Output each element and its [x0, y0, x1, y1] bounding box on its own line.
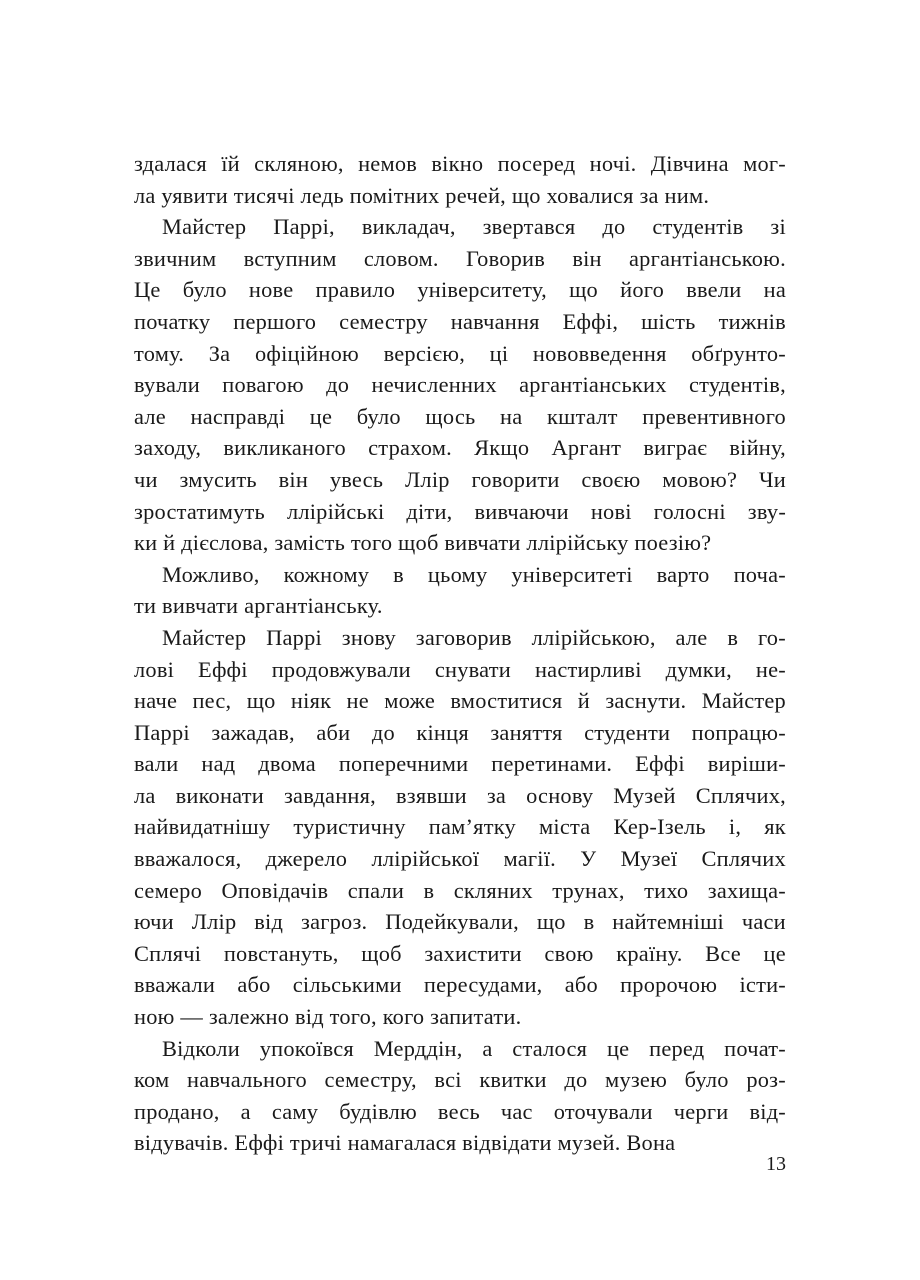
word: пророчою: [620, 972, 718, 998]
word: ллірійської: [371, 846, 480, 872]
word: чи: [134, 466, 158, 492]
word: нові: [590, 498, 632, 524]
word: Можливо,: [162, 561, 260, 587]
word: вували: [134, 372, 200, 398]
word: щоб: [361, 940, 402, 966]
word: Сплячих: [701, 846, 786, 872]
word: він: [572, 245, 602, 271]
word: щось: [425, 403, 476, 429]
word: У: [580, 846, 597, 872]
word: ніяк: [290, 688, 332, 714]
paragraph: [134, 1033, 786, 1159]
text-line: [134, 243, 786, 275]
word: ла: [134, 782, 156, 808]
word: навчального: [186, 1067, 307, 1093]
word: спали: [347, 877, 405, 903]
word: міста: [539, 814, 591, 840]
text-line: [134, 1096, 786, 1128]
word: було: [356, 403, 401, 429]
word: мог-: [743, 151, 786, 176]
text-line: [134, 306, 786, 338]
word: Подейкували,: [385, 909, 519, 935]
word: вивчаючи: [474, 498, 569, 524]
word: це: [763, 940, 786, 966]
word: Дівчина: [650, 151, 729, 176]
word: превентивного: [642, 403, 786, 429]
word: снувати: [434, 656, 511, 682]
word: початку: [134, 308, 211, 334]
text-line: відувачів. Еффі тричі намагалася відвідати музей. Вона: [134, 1130, 676, 1156]
text-line: ти вивчати аргантіанську.: [134, 593, 383, 619]
word: аргантіанських: [519, 372, 667, 398]
word: Еффі,: [562, 308, 619, 334]
word: увесь: [329, 466, 384, 492]
word: Оповідачів: [221, 877, 329, 903]
word: що: [569, 277, 598, 303]
word: Ллір: [405, 466, 450, 492]
word: в: [727, 624, 739, 650]
word: захища-: [707, 877, 786, 903]
word: кожному: [283, 561, 370, 587]
word: істи-: [739, 972, 786, 998]
word: але: [675, 624, 708, 650]
word: семеро: [134, 877, 202, 903]
word: продано,: [134, 1098, 220, 1124]
word: було: [182, 277, 227, 303]
word: тому.: [134, 340, 185, 366]
word: Еффі: [198, 656, 248, 682]
text-line: [134, 780, 786, 812]
word: Якщо: [474, 435, 530, 461]
word: його: [620, 277, 665, 303]
word: до: [564, 1067, 588, 1093]
word: викликаного: [223, 435, 346, 461]
word: університету,: [417, 277, 547, 303]
word: мовою?: [662, 466, 738, 492]
word: в: [583, 909, 595, 935]
text-line: [134, 274, 786, 306]
word: студентів,: [688, 372, 786, 398]
word: на: [763, 277, 786, 303]
word: студентів: [652, 214, 744, 240]
word: Музей: [613, 782, 676, 808]
word: університеті: [511, 561, 633, 587]
word: скляних: [453, 877, 533, 903]
word: вікно: [431, 151, 484, 176]
word: зву-: [747, 498, 786, 524]
word: а: [240, 1098, 251, 1124]
word: звертався: [482, 214, 576, 240]
word: він: [278, 466, 309, 492]
word: офіційною: [254, 340, 359, 366]
word: черги: [673, 1098, 729, 1124]
text-line: [134, 1064, 786, 1096]
word: або: [237, 972, 271, 998]
word: Паррі: [134, 719, 190, 745]
word: тижнів: [718, 308, 786, 334]
word: Все: [705, 940, 741, 966]
word: на: [500, 403, 523, 429]
word: найтемніші: [612, 909, 724, 935]
word: цьому: [427, 561, 488, 587]
word: кшталт: [547, 403, 618, 429]
word: Паррі: [266, 624, 322, 650]
word: вважали: [134, 972, 216, 998]
text-line: [134, 654, 786, 686]
word: ючи: [134, 909, 174, 935]
word: упокоївся: [259, 1035, 354, 1061]
text-line: ки й дієслова, замість того щоб вивчати ллірійську поезію?: [134, 530, 712, 556]
word: говорити: [471, 466, 560, 492]
text-line: [134, 148, 786, 180]
word: семестру: [339, 308, 428, 334]
word: туристичну: [293, 814, 406, 840]
text-line: ла уявити тисячі ледь помітних речей, що ховалися за ним.: [134, 182, 710, 208]
word: Майстер: [162, 214, 247, 240]
word: викладач,: [361, 214, 456, 240]
word: ці: [489, 340, 509, 366]
word: заговорив: [415, 624, 512, 650]
word: пес,: [192, 688, 232, 714]
word: до: [602, 214, 626, 240]
word: виграє: [643, 435, 708, 461]
word: настирливі: [534, 656, 642, 682]
word: і,: [728, 814, 742, 840]
word: від: [254, 909, 284, 935]
word: основу: [526, 782, 594, 808]
word: Музеї: [620, 846, 678, 872]
word: За: [208, 340, 231, 366]
word: Відколи: [162, 1035, 240, 1061]
word: заходу,: [134, 435, 202, 461]
text-line: [134, 622, 786, 654]
word: від-: [749, 1098, 786, 1124]
word: перетинами.: [491, 751, 613, 777]
word: не: [346, 688, 369, 714]
word: оточували: [553, 1098, 653, 1124]
word: ллірійською,: [531, 624, 656, 650]
word: може: [384, 688, 436, 714]
word: версією,: [383, 340, 466, 366]
word: змусить: [179, 466, 257, 492]
word: Сплячі: [134, 940, 202, 966]
word: варто: [656, 561, 710, 587]
text-line: [134, 717, 786, 749]
word: аби: [316, 719, 351, 745]
word: не-: [755, 656, 786, 682]
word: всі: [434, 1067, 462, 1093]
word: до: [326, 372, 350, 398]
word: було: [684, 1067, 729, 1093]
word: повстануть,: [223, 940, 339, 966]
word: обґрунто-: [691, 340, 786, 366]
text-line: [134, 338, 786, 370]
paragraph: [134, 148, 786, 211]
text-line: [134, 211, 786, 243]
word: що: [536, 909, 566, 935]
word: вважалося,: [134, 846, 242, 872]
word: трунах,: [552, 877, 625, 903]
word: свою: [544, 940, 594, 966]
word: перед: [649, 1035, 705, 1061]
word: роз-: [746, 1067, 786, 1093]
word: насправді: [190, 403, 286, 429]
word: Мерддін,: [373, 1035, 463, 1061]
word: весь: [437, 1098, 480, 1124]
word: це: [606, 1035, 630, 1061]
word: голосні: [653, 498, 726, 524]
word: взявши: [395, 782, 467, 808]
word: звичним: [134, 245, 217, 271]
word: шість: [641, 308, 696, 334]
word: зі: [770, 214, 786, 240]
paragraph: [134, 622, 786, 1033]
word: Аргант: [551, 435, 622, 461]
text-line: [134, 906, 786, 938]
word: заняття: [490, 719, 563, 745]
text-line: [134, 369, 786, 401]
page-text-block: [134, 148, 786, 1159]
paragraph: [134, 559, 786, 622]
word: поперечними: [338, 751, 469, 777]
word: словом.: [363, 245, 439, 271]
word: Це: [134, 277, 161, 303]
word: ком: [134, 1067, 170, 1093]
word: Паррі,: [273, 214, 335, 240]
word: й: [577, 688, 590, 714]
word: над: [201, 751, 236, 777]
word: думки,: [665, 656, 732, 682]
word: Майстер: [701, 688, 786, 714]
word: зростатимуть: [134, 498, 265, 524]
word: будівлю: [339, 1098, 417, 1124]
word: посеред: [497, 151, 576, 176]
text-line: [134, 685, 786, 717]
word: скляною,: [254, 151, 344, 176]
word: Говорив: [465, 245, 546, 271]
word: аргантіанською.: [629, 245, 786, 271]
word: нечисленних: [371, 372, 497, 398]
word: правило: [315, 277, 396, 303]
word: кінця: [416, 719, 469, 745]
paragraph: [134, 211, 786, 559]
text-line: [134, 401, 786, 433]
word: джерело: [265, 846, 348, 872]
word: заснути.: [605, 688, 687, 714]
word: вступним: [243, 245, 337, 271]
word: навчання: [450, 308, 540, 334]
word: за: [486, 782, 507, 808]
word: вмоститися: [450, 688, 563, 714]
word: країну.: [616, 940, 683, 966]
word: знову: [341, 624, 396, 650]
text-line: [134, 496, 786, 528]
word: пересудами,: [423, 972, 543, 998]
word: ллірійські: [286, 498, 385, 524]
text-line: [134, 843, 786, 875]
word: студенти: [584, 719, 671, 745]
word: війну,: [729, 435, 786, 461]
word: зажадав,: [211, 719, 295, 745]
word: немов: [358, 151, 418, 176]
word: саму: [271, 1098, 319, 1124]
word: Майстер: [162, 624, 247, 650]
word: продовжували: [271, 656, 411, 682]
word: як: [764, 814, 786, 840]
word: двома: [258, 751, 316, 777]
word: це: [309, 403, 333, 429]
word: в: [423, 877, 435, 903]
word: пам’ятку: [428, 814, 516, 840]
word: що: [246, 688, 276, 714]
word: лові: [134, 656, 175, 682]
text-line: [134, 748, 786, 780]
word: ночі.: [589, 151, 637, 176]
word: сільськими: [292, 972, 402, 998]
word: Кер-Ізель: [613, 814, 706, 840]
word: семестру,: [324, 1067, 417, 1093]
word: вали: [134, 751, 179, 777]
word: нововведення: [532, 340, 667, 366]
word: ввели: [686, 277, 742, 303]
word: го-: [757, 624, 786, 650]
word: найвидатнішу: [134, 814, 271, 840]
word: до: [371, 719, 395, 745]
word: сталося: [512, 1035, 588, 1061]
word: в: [393, 561, 404, 587]
word: страхом.: [368, 435, 452, 461]
text-line: [134, 559, 786, 591]
word: а: [482, 1035, 493, 1061]
text-line: ною — залежно від того, кого запитати.: [134, 1004, 522, 1030]
text-line: [134, 432, 786, 464]
word: музею: [605, 1067, 668, 1093]
word: магії.: [503, 846, 557, 872]
word: наче: [134, 688, 178, 714]
word: діти,: [406, 498, 453, 524]
word: їй: [221, 151, 240, 176]
word: але: [134, 403, 166, 429]
word: Сплячих,: [695, 782, 786, 808]
word: часи: [741, 909, 786, 935]
text-line: [134, 464, 786, 496]
text-line: [134, 969, 786, 1001]
word: загроз.: [301, 909, 368, 935]
word: або: [564, 972, 598, 998]
word: Еффі: [635, 751, 685, 777]
word: тихо: [644, 877, 689, 903]
text-line: [134, 811, 786, 843]
text-line: [134, 875, 786, 907]
word: Чи: [758, 466, 786, 492]
page-number: 13: [766, 1153, 786, 1175]
word: попрацю-: [691, 719, 786, 745]
word: першого: [233, 308, 317, 334]
word: своєю: [581, 466, 641, 492]
word: повагою: [222, 372, 304, 398]
text-line: [134, 1033, 786, 1065]
word: завдання,: [283, 782, 376, 808]
word: Ллір: [191, 909, 237, 935]
word: поча-: [733, 561, 786, 587]
word: квитки: [479, 1067, 547, 1093]
word: нове: [248, 277, 294, 303]
word: виріши-: [707, 751, 786, 777]
text-line: [134, 938, 786, 970]
word: виконати: [175, 782, 264, 808]
word: час: [500, 1098, 533, 1124]
word: здалася: [134, 151, 207, 176]
word: захистити: [424, 940, 522, 966]
word: почат-: [724, 1035, 786, 1061]
